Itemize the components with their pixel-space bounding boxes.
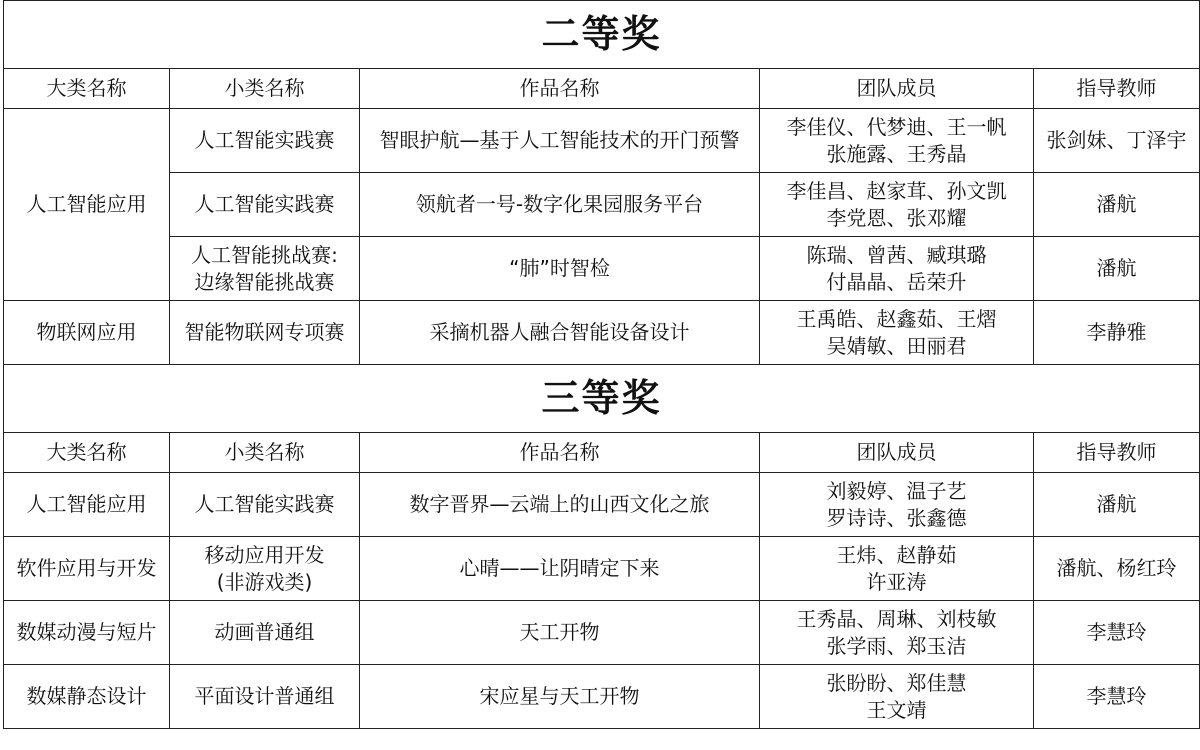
- members-cell: 王秀晶、周琳、刘枝敏 张学雨、郑玉洁: [760, 601, 1034, 665]
- category-cell: 物联网应用: [4, 301, 170, 365]
- advisor-cell: 潘航、杨红玲: [1034, 537, 1200, 601]
- advisor-cell: 李静雅: [1034, 301, 1200, 365]
- members-cell: 李佳仪、代梦迪、王一帆 张施露、王秀晶: [760, 109, 1034, 173]
- work-cell: 智眼护航—基于人工智能技术的开门预警: [360, 109, 760, 173]
- third-prize-title-row: [4, 365, 1200, 433]
- subcategory-cell: 移动应用开发 (非游戏类): [170, 537, 360, 601]
- category-cell: 人工智能应用: [4, 473, 170, 537]
- table-row: [4, 173, 1200, 237]
- advisor-cell: 李慧玲: [1034, 665, 1200, 729]
- advisor-cell: 潘航: [1034, 473, 1200, 537]
- table-row: [4, 665, 1200, 729]
- awards-table: [3, 0, 1200, 729]
- header-work: 作品名称: [360, 433, 760, 473]
- members-cell: 陈瑞、曾茜、臧琪璐 付晶晶、岳荣升: [760, 237, 1034, 301]
- header-work: 作品名称: [360, 69, 760, 109]
- work-cell: “肺”时智检: [360, 237, 760, 301]
- work-cell: 采摘机器人融合智能设备设计: [360, 301, 760, 365]
- header-members: 团队成员: [760, 69, 1034, 109]
- subcategory-cell: 人工智能实践赛: [170, 109, 360, 173]
- subcategory-cell: 平面设计普通组: [170, 665, 360, 729]
- members-cell: 李佳昌、赵家茸、孙文凯 李党恩、张邓耀: [760, 173, 1034, 237]
- header-row: [4, 433, 1200, 473]
- subcategory-cell: 动画普通组: [170, 601, 360, 665]
- category-cell: 人工智能应用: [4, 109, 170, 301]
- second-prize-title-row: [4, 1, 1200, 69]
- second-prize-title: 二等奖: [4, 1, 1200, 69]
- members-cell: 张盼盼、郑佳慧 王文靖: [760, 665, 1034, 729]
- advisor-cell: 潘航: [1034, 173, 1200, 237]
- header-subcategory: 小类名称: [170, 69, 360, 109]
- work-cell: 领航者一号-数字化果园服务平台: [360, 173, 760, 237]
- work-cell: 数字晋界—云端上的山西文化之旅: [360, 473, 760, 537]
- header-subcategory: 小类名称: [170, 433, 360, 473]
- table-row: [4, 237, 1200, 301]
- header-advisor: 指导教师: [1034, 433, 1200, 473]
- table-row: [4, 473, 1200, 537]
- members-cell: 王炜、赵静茹 许亚涛: [760, 537, 1034, 601]
- subcategory-cell: 人工智能实践赛: [170, 473, 360, 537]
- header-category: 大类名称: [4, 69, 170, 109]
- table-row: [4, 601, 1200, 665]
- table-row: [4, 301, 1200, 365]
- work-cell: 心晴——让阴晴定下来: [360, 537, 760, 601]
- header-row: [4, 69, 1200, 109]
- subcategory-cell: 智能物联网专项赛: [170, 301, 360, 365]
- category-cell: 数媒静态设计: [4, 665, 170, 729]
- header-advisor: 指导教师: [1034, 69, 1200, 109]
- table-row: [4, 537, 1200, 601]
- subcategory-cell: 人工智能实践赛: [170, 173, 360, 237]
- work-cell: 宋应星与天工开物: [360, 665, 760, 729]
- category-cell: 数媒动漫与短片: [4, 601, 170, 665]
- advisor-cell: 张剑妹、丁泽宇: [1034, 109, 1200, 173]
- header-members: 团队成员: [760, 433, 1034, 473]
- category-cell: 软件应用与开发: [4, 537, 170, 601]
- members-cell: 王禹皓、赵鑫茹、王熠 吴婧敏、田丽君: [760, 301, 1034, 365]
- table-row: [4, 109, 1200, 173]
- advisor-cell: 李慧玲: [1034, 601, 1200, 665]
- members-cell: 刘毅婷、温子艺 罗诗诗、张鑫德: [760, 473, 1034, 537]
- header-category: 大类名称: [4, 433, 170, 473]
- subcategory-cell: 人工智能挑战赛: 边缘智能挑战赛: [170, 237, 360, 301]
- work-cell: 天工开物: [360, 601, 760, 665]
- advisor-cell: 潘航: [1034, 237, 1200, 301]
- third-prize-title: 三等奖: [4, 365, 1200, 433]
